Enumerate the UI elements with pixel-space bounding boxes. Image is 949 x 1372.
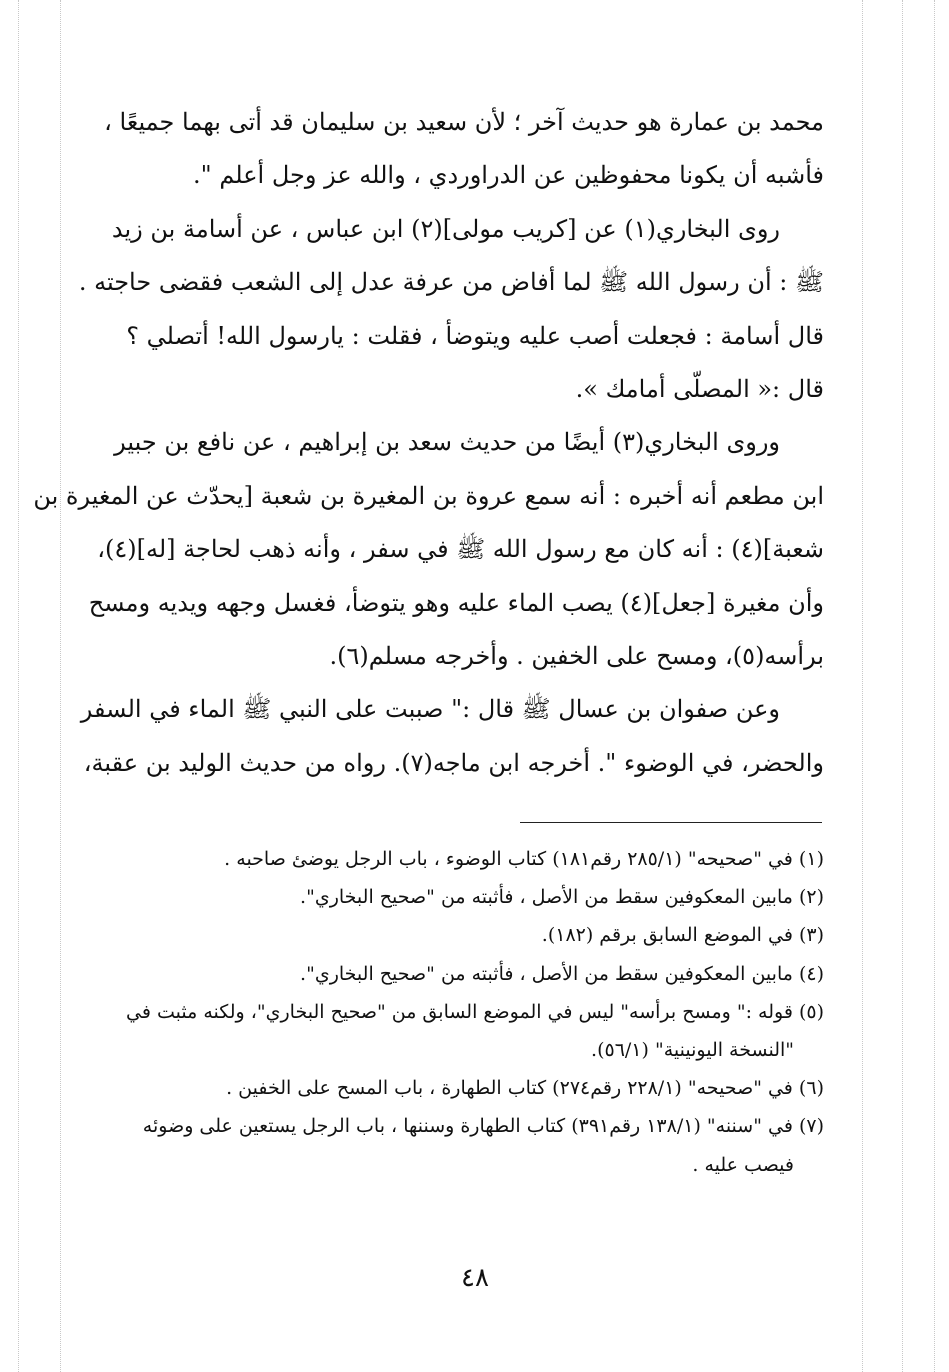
footnote-1: (١) في "صحيحه" (٢٨٥/١ رقم١٨١) كتاب الوضوء ، باب الرجل يوضئ صاحبه . xyxy=(224,848,824,870)
text-line: ﷺ : أن رسول الله ﷺ لما أفاض من عرفة عدل إلى الشعب فقضى حاجته . xyxy=(78,268,824,297)
text-line: وعن صفوان بن عسال ﷺ قال :" صببت على النبي ﷺ الماء في السفر xyxy=(80,695,780,724)
footnote-2: (٢) مابين المعكوفين سقط من الأصل ، فأثبته من "صحيح البخاري". xyxy=(300,886,824,909)
footnote-4: (٤) مابين المعكوفين سقط من الأصل ، فأثبته من "صحيح البخاري". xyxy=(300,962,824,985)
page-number: ٤٨ xyxy=(461,1263,489,1293)
paragraph-1 xyxy=(104,96,824,203)
text-line: فأشبه أن يكونا محفوظين عن الدراوردي ، والله عز وجل أعلم ". xyxy=(193,161,824,190)
text-line: والحضر، في الوضوء ". أخرجه ابن ماجه(٧). رواه من حديث الوليد بن عقبة، xyxy=(83,748,824,777)
footnote-5-continuation: "النسخة اليونينية" (٥٦/١). xyxy=(591,1039,794,1062)
text-line: وروى البخاري(٣) أيضًا من حديث سعد بن إبراهيم ، عن نافع بن جبير xyxy=(114,428,780,457)
text-line: ابن مطعم أنه أخبره : أنه سمع عروة بن المغيرة بن شعبة [يحدّث عن المغيرة بن xyxy=(33,481,824,510)
footnote-separator xyxy=(520,822,822,823)
text-line: شعبة](٤) : أنه كان مع رسول الله ﷺ في سفر ، وأنه ذهب لحاجة [له](٤)، xyxy=(97,535,824,564)
main-text xyxy=(33,96,824,790)
footnotes xyxy=(108,840,824,1184)
footnote-3: (٣) في الموضع السابق برقم (١٨٢). xyxy=(541,924,824,947)
scan-margin-line xyxy=(862,0,863,1372)
scan-margin-line xyxy=(60,0,61,1372)
paragraph-3 xyxy=(33,416,824,683)
footnote-7-continuation: فيصب عليه . xyxy=(692,1153,794,1176)
scan-margin-line xyxy=(18,0,19,1372)
scan-margin-line xyxy=(902,0,903,1372)
text-line: روى البخاري(١) عن [كريب مولى](٢) ابن عباس ، عن أسامة بن زيد xyxy=(111,214,780,243)
text-line: قال أسامة : فجعلت أصب عليه ويتوضأ ، فقلت : يارسول الله! أتصلي ؟ xyxy=(126,321,824,350)
footnote-7: (٧) في "سننه" (١٣٨/١ رقم٣٩١) كتاب الطهارة وسننها ، باب الرجل يستعين على وضوئه xyxy=(142,1115,824,1138)
text-line: قال :« المصلّى أمامك ». xyxy=(575,375,824,404)
text-line: برأسه(٥)، ومسح على الخفين . وأخرجه مسلم(٦). xyxy=(329,642,824,671)
footnote-5: (٥) قوله :" ومسح برأسه" ليس في الموضع السابق من "صحيح البخاري"، ولكنه مثبت في xyxy=(126,1000,824,1023)
footnote-6: (٦) في "صحيحه" (٢٢٨/١ رقم٢٧٤) كتاب الطهارة ، باب المسح على الخفين . xyxy=(226,1077,824,1100)
scan-margin-line xyxy=(934,0,935,1372)
text-line: محمد بن عمارة هو حديث آخر ؛ لأن سعيد بن سليمان قد أتى بهما جميعًا ، xyxy=(104,108,824,136)
paragraph-2 xyxy=(78,203,824,417)
paragraph-4 xyxy=(80,683,824,790)
text-line: وأن مغيرة [جعل](٤) يصب الماء عليه وهو يتوضأ، فغسل وجهه ويديه ومسح xyxy=(88,588,824,617)
